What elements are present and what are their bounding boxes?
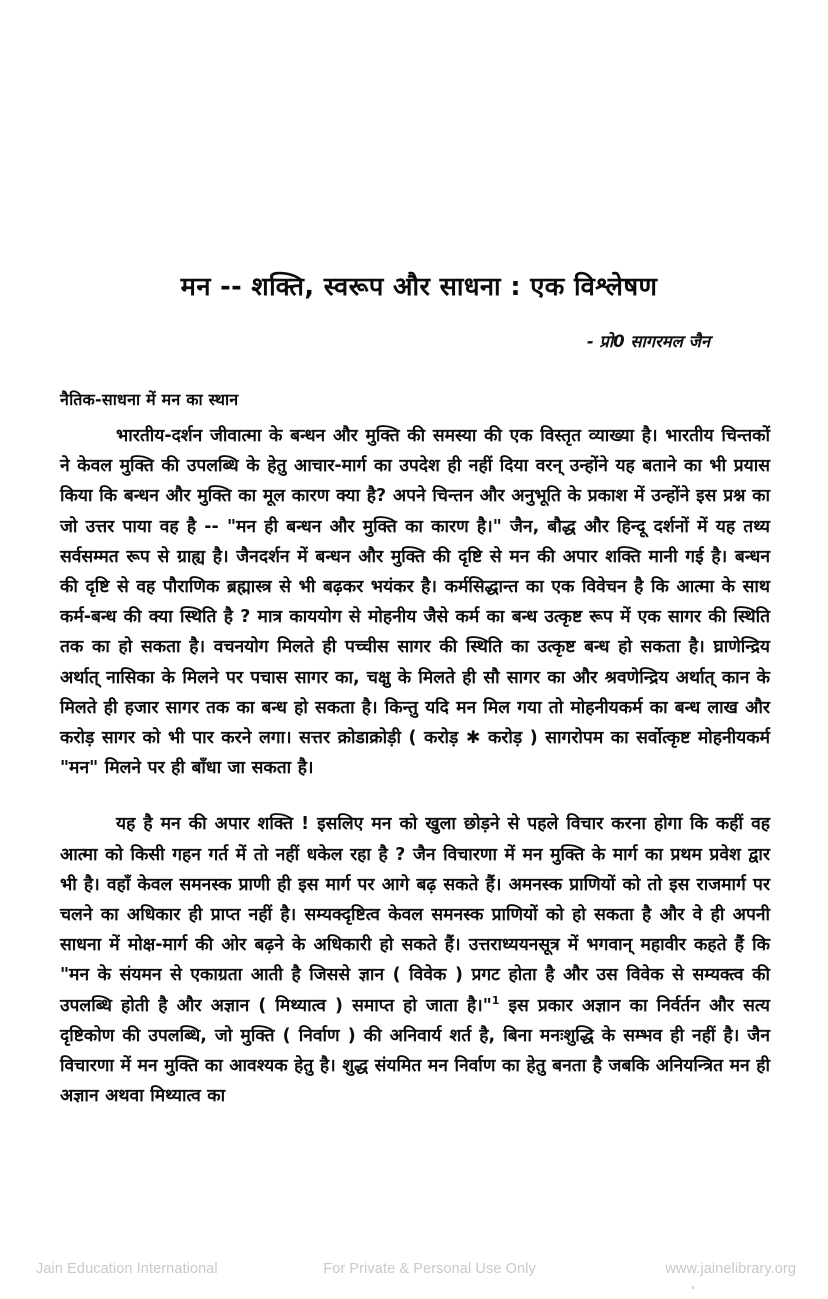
- author-byline: - प्रो0 सागरमल जैन: [586, 331, 710, 351]
- footer-usage-notice: For Private & Personal Use Only: [323, 1261, 536, 1277]
- page-footer: [0, 1255, 828, 1283]
- footer-organization: Jain Education International: [36, 1261, 218, 1277]
- paragraph: [60, 421, 770, 783]
- page-title: मन -- शक्ति, स्वरूप और साधना : एक विश्लेषण: [180, 272, 658, 302]
- section-heading: नैतिक-साधना में मन का स्थान: [60, 390, 239, 409]
- title-block: [60, 272, 768, 352]
- footer-dot-artifact: [692, 1286, 694, 1289]
- body-content: [60, 388, 770, 1111]
- paragraph-text-continued: इस प्रकार अज्ञान का निर्वर्तन और सत्य दृष्टिकोण की उपलब्धि, जो मुक्ति ( निर्वाण ) की अनिवार्य शर्त है, बिना मनःशुद्धि के सम्भव ही नहीं है। जैन विचारणा में मन मुक्ति का आवश्यक हेतु है। शुद्ध संयमित मन निर्वाण का हेतु बनता है जबकि अनियन्त्रित मन ही अज्ञान अथवा मिथ्यात्व का: [60, 995, 770, 1107]
- footnote-marker: 1: [491, 993, 500, 1007]
- paragraph-text: यह है मन की अपार शक्ति ! इसलिए मन को खुला छोड़ने से पहले विचार करना होगा कि कहीं वह आत्मा को किसी गहन गर्त में तो नहीं धकेल रहा है ? जैन विचारणा में मन मुक्ति के मार्ग का प्रथम प्रवेश द्वार भी है। वहाँ केवल समनस्क प्राणी ही इस मार्ग पर आगे बढ़ सकते हैं। अमनस्क प्राणियों को तो इस राजमार्ग पर चलने का अधिकार ही प्राप्त नहीं है। सम्यक्दृष्टित्व केवल समनस्क प्राणियों को हो सकता है और वे ही अपनी साधना में मोक्ष-मार्ग की ओर बढ़ने के अधिकारी हो सकते हैं। उत्तराध्ययनसूत्र में भगवान् महावीर कहते हैं कि "मन के संयमन से एकाग्रता आती है जिससे ज्ञान ( विवेक ) प्रगट होता है और उस विवेक से सम्यक्त्व की उपलब्धि होती है और अज्ञान ( मिथ्यात्व ) समाप्त हो जाता है।": [60, 814, 770, 1016]
- footer-website-url: www.jainelibrary.org: [665, 1261, 796, 1277]
- paragraph: [60, 809, 770, 1111]
- paragraph-text: भारतीय-दर्शन जीवात्मा के बन्धन और मुक्ति की समस्या की एक विस्तृत व्याख्या है। भारतीय चिन्तकों ने केवल मुक्ति की उपलब्धि के हेतु आचार-मार्ग का उपदेश ही नहीं दिया वरन् उन्होंने यह बताने का भी प्रयास किया कि बन्धन और मुक्ति का मूल कारण क्या है? अपने चिन्तन और अनुभूति के प्रकाश में उन्होंने इस प्रश्न का जो उत्तर पाया वह है -- "मन ही बन्धन और मुक्ति का कारण है।" जैन, बौद्ध और हिन्दू दर्शनों में यह तथ्य सर्वसम्मत रूप से ग्राह्य है। जैनदर्शन में बन्धन और मुक्ति की दृष्टि से मन की अपार शक्ति मानी गई है। बन्धन की दृष्टि से वह पौराणिक ब्रह्मास्त्र से भी बढ़कर भयंकर है। कर्मसिद्धान्त का एक विवेचन है कि आत्मा के साथ कर्म-बन्ध की क्या स्थिति है ? मात्र काययोग से मोहनीय जैसे कर्म का बन्ध उत्कृष्ट रूप में एक सागर की स्थिति तक का हो सकता है। वचनयोग मिलते ही पच्चीस सागर की स्थिति का उत्कृष्ट बन्ध हो सकता है। घ्राणेन्द्रिय अर्थात् नासिका के मिलने पर पचास सागर का, चक्षु के मिलते ही सौ सागर का और श्रवणेन्द्रिय अर्थात् कान के मिलते ही हजार सागर तक का बन्ध हो सकता है। किन्तु यदि मन मिल गया तो मोहनीयकर्म का बन्ध लाख और करोड़ सागर को भी पार करने लगा। सत्तर क्रोडाक्रोड़ी ( करोड़ ✱ करोड़ ) सागरोपम का सर्वोत्कृष्ट मोहनीयकर्म "मन" मिलने पर ही बाँधा जा सकता है।: [60, 426, 770, 779]
